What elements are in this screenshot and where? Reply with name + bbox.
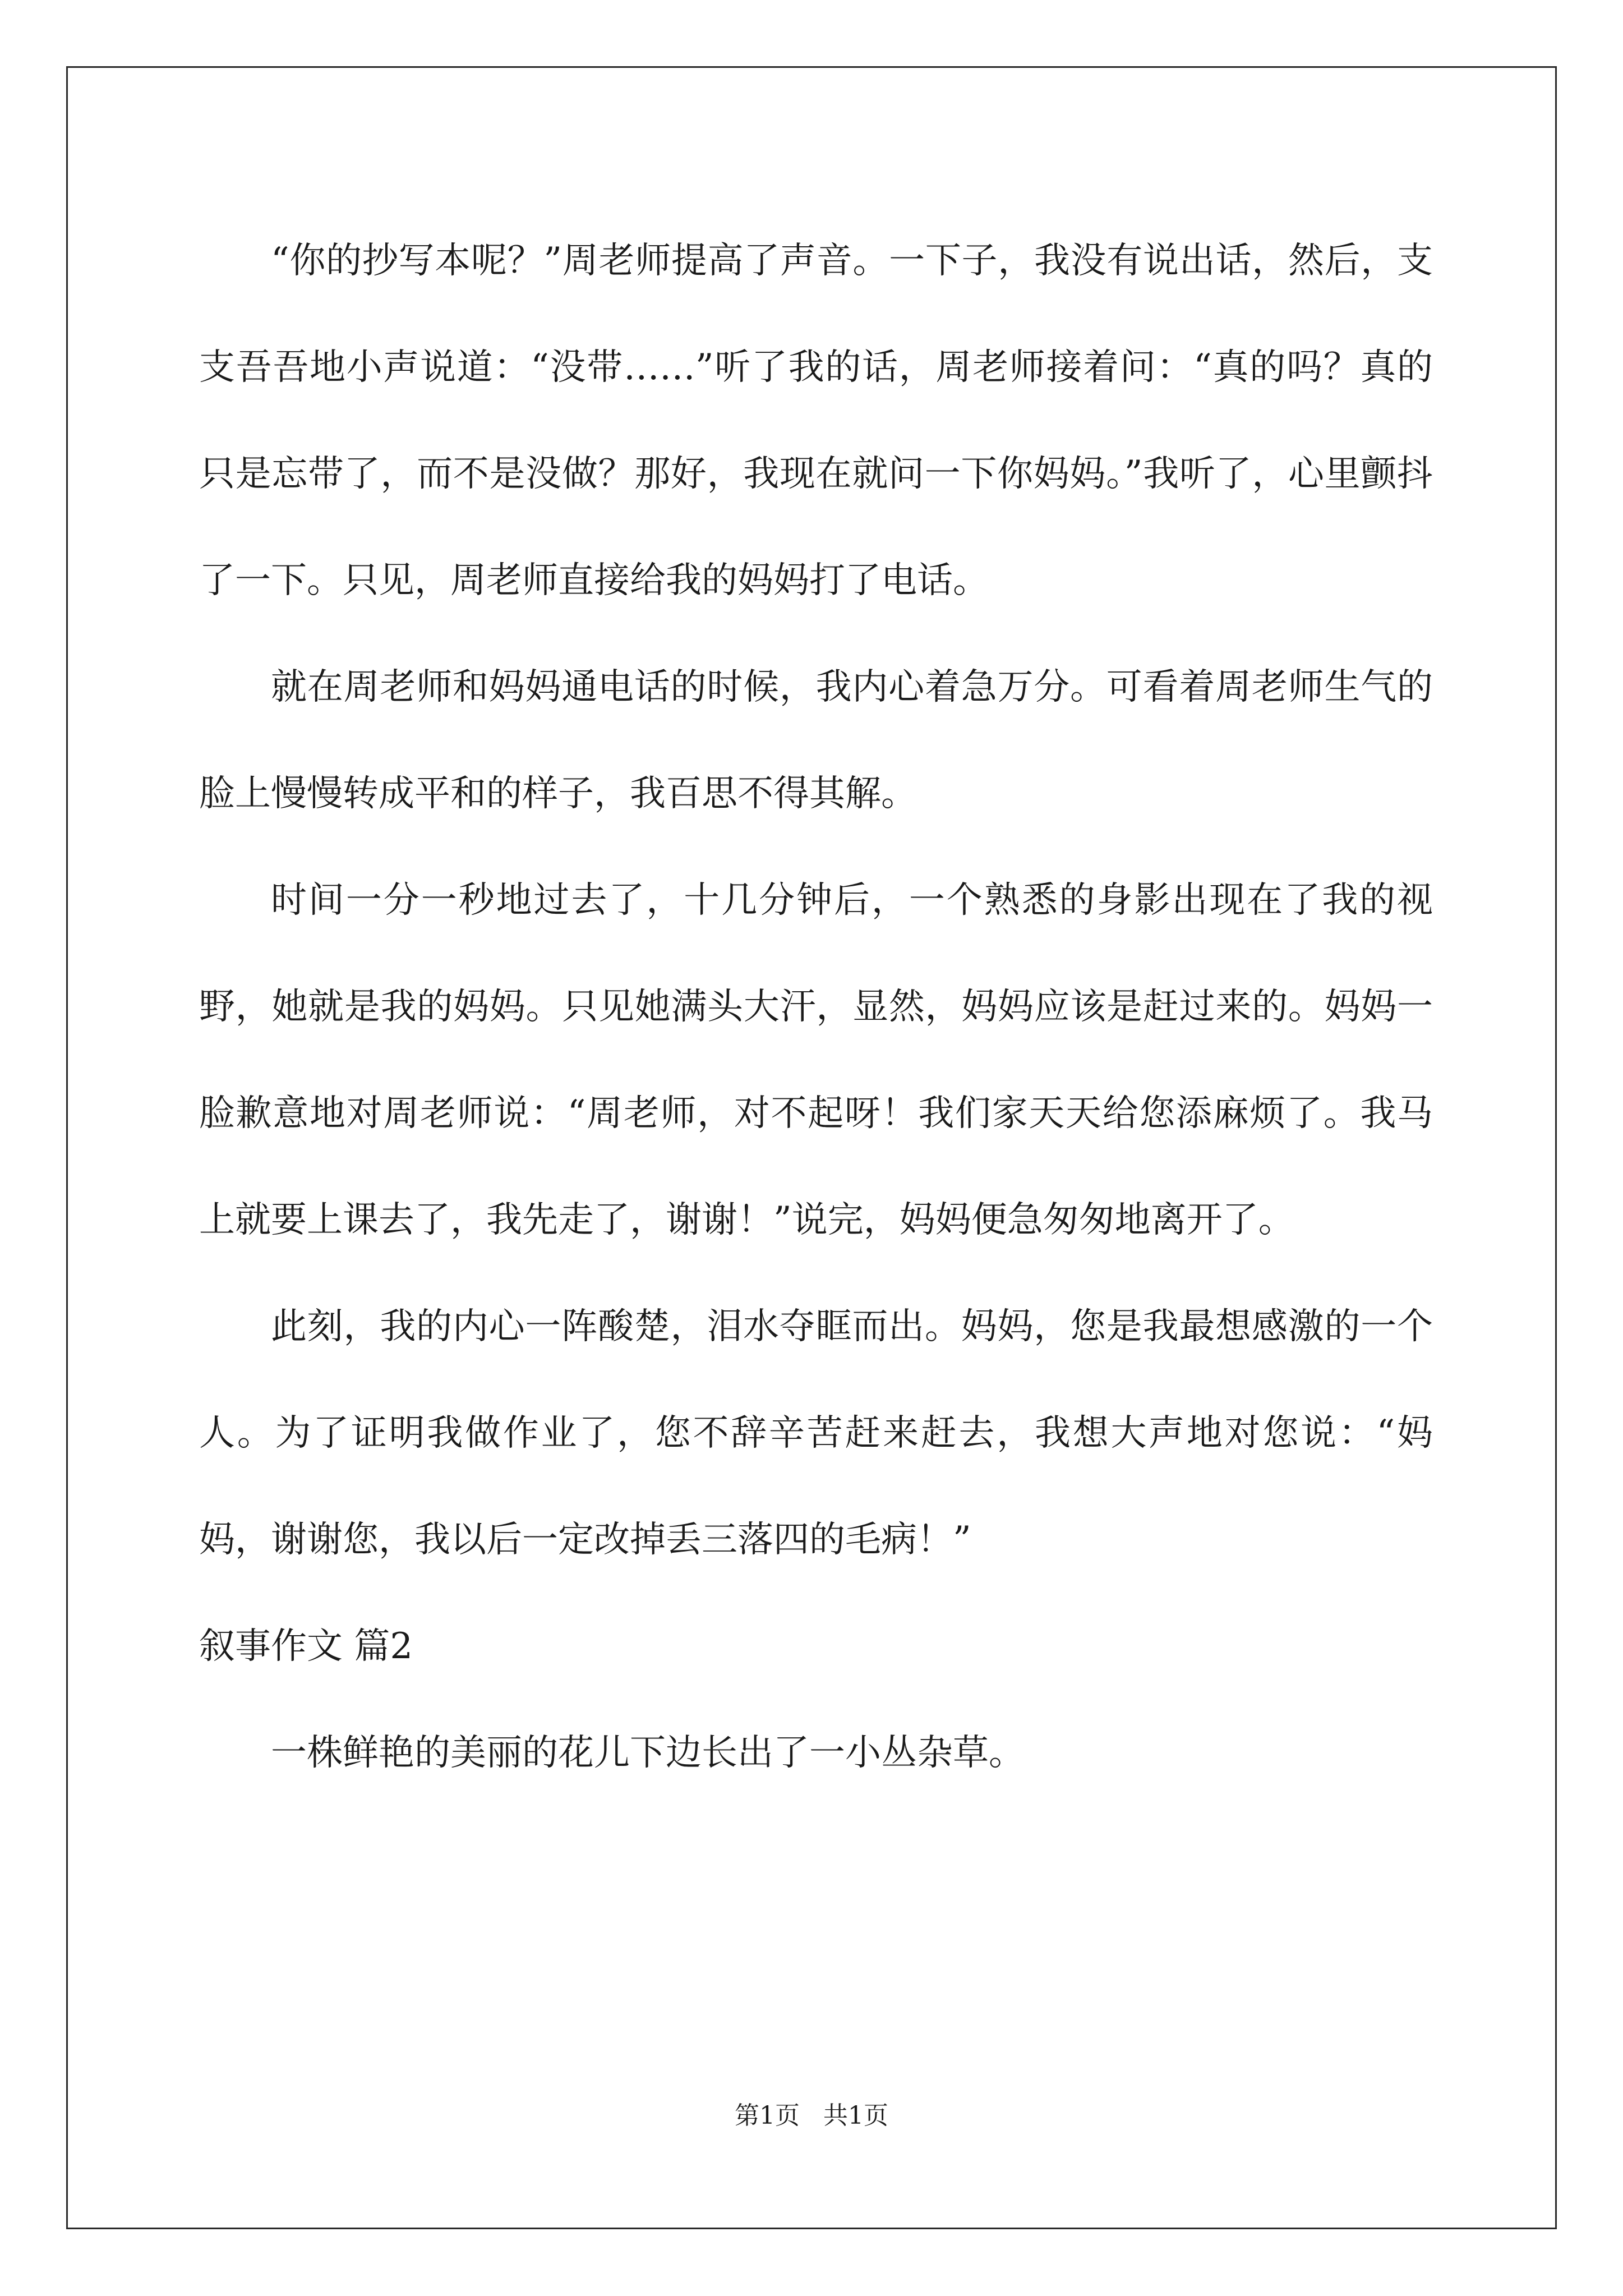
page-number-footer: 第1页 共1页: [735, 2101, 888, 2130]
paragraph-4: 此刻，我的内心一阵酸楚，泪水夺眶而出。妈妈，您是我最想感激的一个人。为了证明我做作业了，您不辞辛苦赶来赶去，我想大声地对您说：“妈妈，谢谢您，我以后一定改掉丢三落四的毛病！”: [199, 1306, 1433, 1561]
paragraph-3: 时间一分一秒地过去了，十几分钟后，一个熟悉的身影出现在了我的视野，她就是我的妈妈。只见她满头大汗，显然，妈妈应该是赶过来的。妈妈一脸歉意地对周老师说：“周老师，对不起呀！我们家天天给您添麻烦了。我马上就要上课去了，我先走了，谢谢！”说完，妈妈便急匆匆地离开了。: [199, 880, 1433, 1241]
document-body: [199, 208, 1433, 1806]
paragraph-5: 一株鲜艳的美丽的花儿下边长出了一小丛杂草。: [271, 1732, 1025, 1774]
paragraph-1: “你的抄写本呢？”周老师提高了声音。一下子，我没有说出话，然后，支支吾吾地小声说道：“没带……”听了我的话，周老师接着问：“真的吗？真的只是忘带了，而不是没做？那好，我现在就问一下你妈妈。”我听了，心里颤抖了一下。只见，周老师直接给我的妈妈打了电话。: [199, 240, 1433, 601]
paragraph-2: 就在周老师和妈妈通电话的时候，我内心着急万分。可看着周老师生气的脸上慢慢转成平和的样子，我百思不得其解。: [199, 666, 1433, 815]
section-heading: 叙事作文 篇2: [199, 1626, 413, 1667]
